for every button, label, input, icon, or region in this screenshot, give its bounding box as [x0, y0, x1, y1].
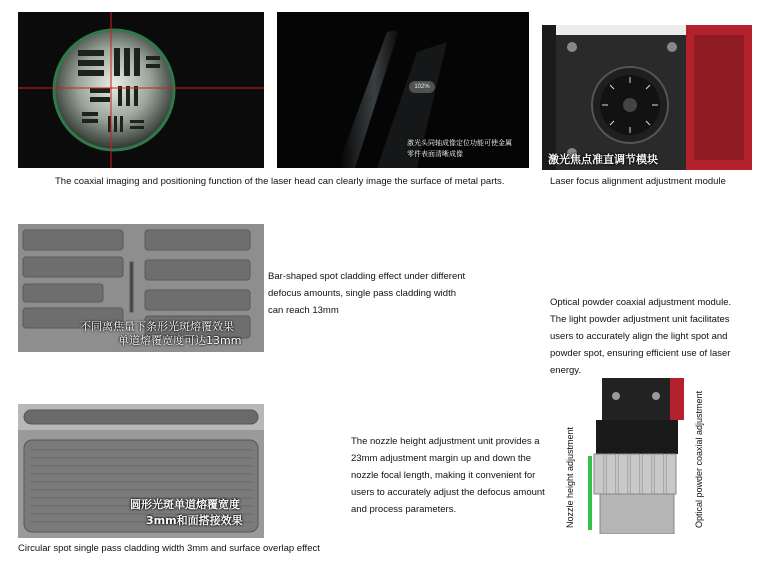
nozzle-line5: and process parameters.	[351, 504, 457, 515]
powder-coaxial-vertical-label: Optical powder coaxial adjustment	[694, 390, 704, 528]
metal-surface-photo	[277, 12, 529, 168]
focus-module-photo	[542, 25, 752, 170]
nozzle-module-image	[586, 378, 688, 534]
round-cladding-photo	[18, 404, 264, 538]
nozzle-line4: users to accurately adjust the defocus amount	[351, 487, 545, 498]
cn-imaging-caption-line2: 零件表面清晰成像	[407, 150, 463, 158]
coaxial-imaging-photo	[18, 12, 264, 168]
round-cladding-caption: Circular spot single pass cladding width 3mm and surface overlap effect	[18, 543, 320, 554]
powder-line1: Optical powder coaxial adjustment module.	[550, 297, 732, 308]
cn-round-caption-line2: 3mm和面搭接效果	[146, 514, 243, 527]
nozzle-height-vertical-label: Nozzle height adjustment	[565, 426, 575, 528]
bar-caption-line1: Bar-shaped spot cladding effect under different	[268, 271, 466, 282]
nozzle-line3: nozzle focal length, making it convenient for	[351, 470, 536, 481]
bar-cladding-photo	[18, 224, 264, 352]
cn-imaging-caption-line1: 激光头同轴成像定位功能可使金属	[407, 139, 512, 147]
nozzle-line2: 23mm adjustment margin up and down the	[351, 453, 532, 464]
powder-line4: powder spot, ensuring efficient use of laser	[550, 348, 731, 359]
zoom-badge: 102%	[409, 81, 435, 93]
cn-bar-caption-line2: 单道熔覆宽度可达13mm	[118, 334, 242, 347]
nozzle-module-photo	[586, 378, 688, 534]
bar-caption-line2: defocus amounts, single pass cladding width	[268, 288, 457, 299]
imaging-caption: The coaxial imaging and positioning function of the laser head can clearly image the surface of metal parts.	[55, 176, 505, 187]
nozzle-line1: The nozzle height adjustment unit provides a	[351, 436, 540, 447]
cn-round-caption-line1: 圆形光斑单道熔覆宽度	[130, 498, 240, 511]
resolution-target-image	[18, 12, 264, 168]
nozzle-adjustment-description	[351, 433, 561, 518]
powder-line2: The light powder adjustment unit facilitates	[550, 314, 730, 325]
focus-module-caption: Laser focus alignment adjustment module	[550, 176, 726, 187]
powder-line5: energy.	[550, 365, 581, 376]
cn-bar-caption-line1: 不同离焦量下条形光斑熔覆效果	[80, 320, 234, 333]
bar-caption-line3: can reach 13mm	[268, 305, 339, 316]
bar-cladding-caption	[268, 268, 508, 319]
powder-line3: users to accurately align the light spot and	[550, 331, 728, 342]
powder-adjustment-description	[550, 294, 760, 379]
cn-focus-label: 激光焦点准直调节模块	[548, 153, 658, 166]
focus-module-image	[542, 25, 752, 170]
